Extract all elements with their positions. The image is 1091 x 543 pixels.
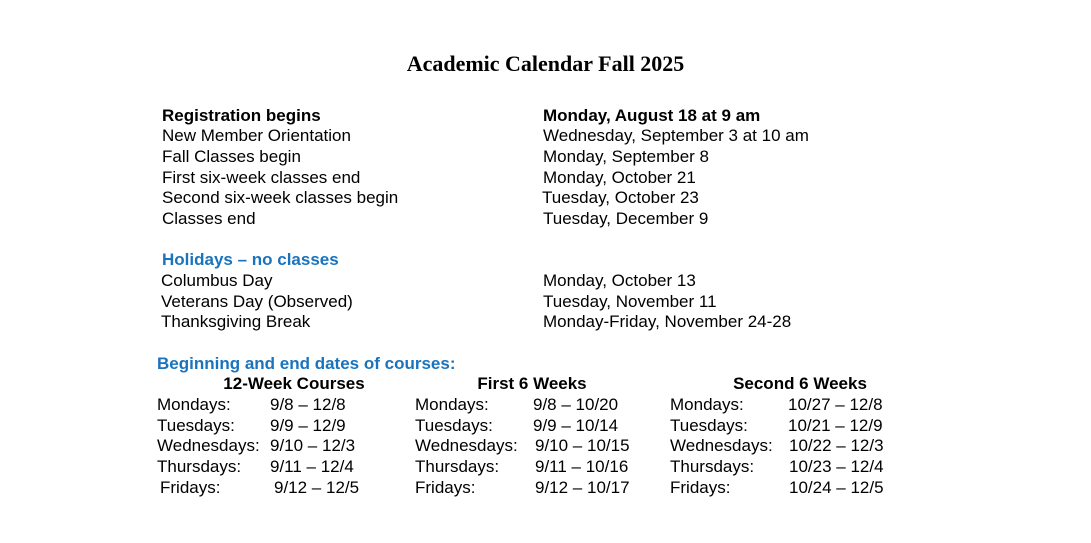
schedule-event: Second six-week classes begin xyxy=(162,188,399,207)
holiday-event: Thanksgiving Break xyxy=(161,312,311,331)
course-day: Wednesdays: xyxy=(670,436,773,455)
schedule-date: Monday, September 8 xyxy=(543,147,709,166)
schedule-event: Registration begins xyxy=(162,106,321,125)
course-day: Wednesdays: xyxy=(415,436,518,455)
course-range: 10/24 – 12/5 xyxy=(789,478,884,497)
holiday-event: Veterans Day (Observed) xyxy=(161,292,353,311)
course-range: 10/22 – 12/3 xyxy=(789,436,884,455)
holiday-date: Monday-Friday, November 24-28 xyxy=(543,312,792,331)
schedule-date: Monday, October 21 xyxy=(543,168,696,187)
schedule-event: Fall Classes begin xyxy=(162,147,301,166)
schedule-date: Tuesday, December 9 xyxy=(543,209,709,228)
course-day: Fridays: xyxy=(160,478,221,497)
course-range: 9/8 – 10/20 xyxy=(533,395,619,414)
course-range: 9/9 – 12/9 xyxy=(270,416,346,435)
course-day: Tuesdays: xyxy=(415,416,493,435)
course-day: Mondays: xyxy=(670,395,744,414)
column-title-second-6-weeks: Second 6 Weeks xyxy=(733,374,867,393)
column-title-12-week: 12-Week Courses xyxy=(223,374,365,393)
course-day: Wednesdays: xyxy=(157,436,260,455)
course-range: 9/9 – 10/14 xyxy=(533,416,619,435)
course-day: Tuesdays: xyxy=(670,416,748,435)
holiday-date: Tuesday, November 11 xyxy=(543,292,717,311)
schedule-date: Tuesday, October 23 xyxy=(542,188,699,207)
holiday-date: Monday, October 13 xyxy=(543,271,696,290)
schedule-event: New Member Orientation xyxy=(162,126,351,145)
course-range: 9/12 – 10/17 xyxy=(535,478,630,497)
course-day: Fridays: xyxy=(415,478,476,497)
course-range: 10/21 – 12/9 xyxy=(788,416,883,435)
schedule-date: Wednesday, September 3 at 10 am xyxy=(543,126,809,145)
schedule-date: Monday, August 18 at 9 am xyxy=(543,106,761,125)
course-range: 9/10 – 10/15 xyxy=(535,436,630,455)
holidays-heading: Holidays – no classes xyxy=(162,250,339,269)
schedule-event: Classes end xyxy=(162,209,256,228)
course-range: 9/11 – 10/16 xyxy=(535,457,629,476)
course-range: 9/11 – 12/4 xyxy=(270,457,354,476)
course-range: 9/8 – 12/8 xyxy=(270,395,346,414)
course-range: 9/10 – 12/3 xyxy=(270,436,356,455)
course-range: 10/23 – 12/4 xyxy=(789,457,884,476)
column-title-first-6-weeks: First 6 Weeks xyxy=(477,374,587,393)
holiday-event: Columbus Day xyxy=(161,271,273,290)
schedule-event: First six-week classes end xyxy=(162,168,361,187)
course-day: Thursdays: xyxy=(670,457,755,476)
course-day: Fridays: xyxy=(670,478,731,497)
course-range: 9/12 – 12/5 xyxy=(274,478,360,497)
course-range: 10/27 – 12/8 xyxy=(788,395,883,414)
course-day: Thursdays: xyxy=(157,457,242,476)
course-day: Thursdays: xyxy=(415,457,500,476)
page-title: Academic Calendar Fall 2025 xyxy=(406,51,685,76)
course-day: Mondays: xyxy=(157,395,231,414)
course-day: Mondays: xyxy=(415,395,489,414)
course-day: Tuesdays: xyxy=(157,416,235,435)
courses-heading: Beginning and end dates of courses: xyxy=(157,354,456,373)
